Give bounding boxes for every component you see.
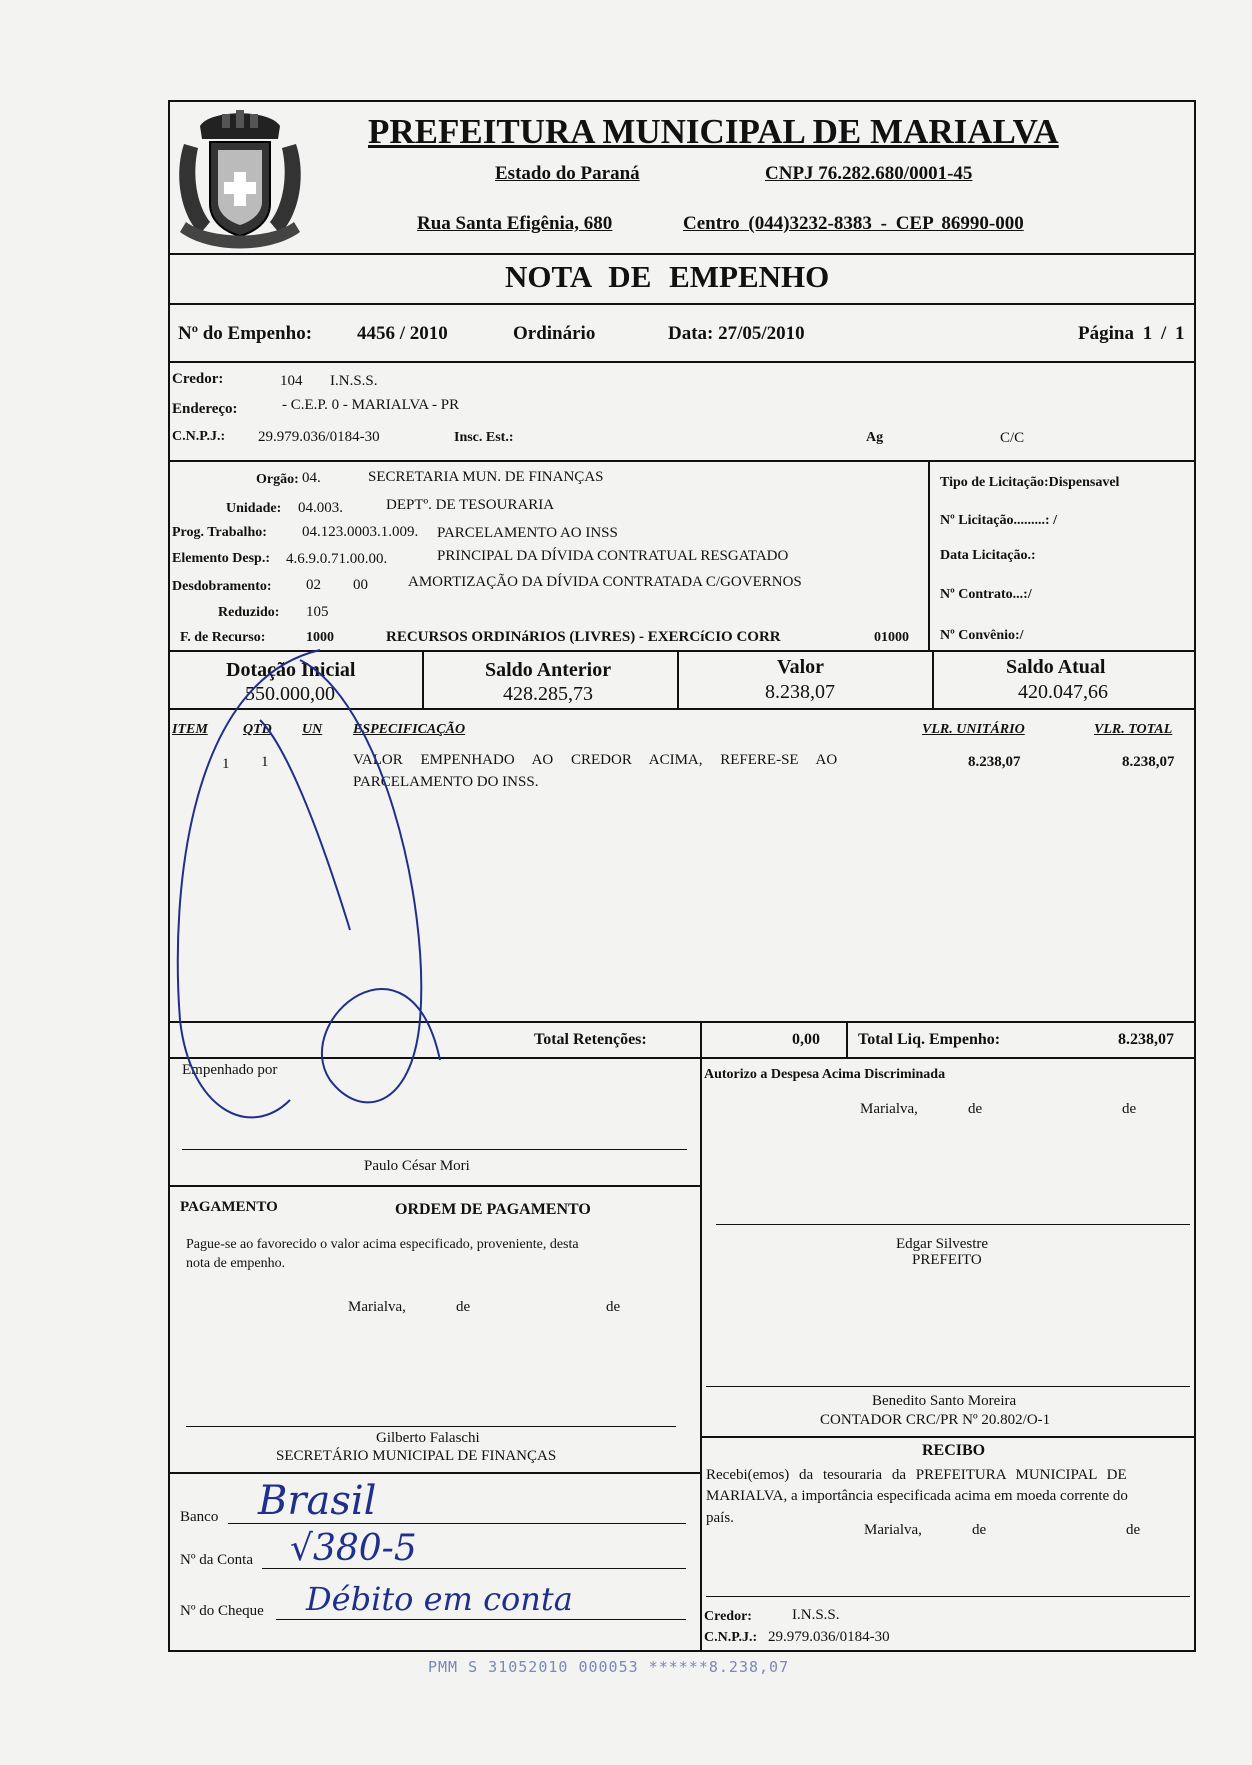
num-contrato: Nº Contrato...:/ xyxy=(940,587,1032,602)
valor-label: Valor xyxy=(777,656,825,678)
conta-handwritten: √380-5 xyxy=(290,1528,417,1569)
recibo-text-1: Recebi(emos) da tesouraria da PREFEITURA MUNICIPAL DE xyxy=(706,1467,1127,1483)
ag-label: Ag xyxy=(866,430,884,445)
recibo-cnpj-label: C.N.P.J.: xyxy=(704,1630,758,1645)
cnpj-label: CNPJ 76.282.680/0001-45 xyxy=(765,163,973,184)
page-title: PREFEITURA MUNICIPAL DE MARIALVA xyxy=(368,112,1059,151)
col-especificacao: ESPECIFICAÇÃO xyxy=(353,722,466,737)
date-de-2-left: de xyxy=(606,1299,621,1315)
mechanical-stamp: PMM S 31052010 000053 ******8.238,07 xyxy=(428,1658,790,1676)
num-licitacao: Nº Licitação.........: / xyxy=(940,513,1057,528)
prefeito-name: Edgar Silvestre xyxy=(896,1236,989,1252)
signer-2-role: SECRETÁRIO MUNICIPAL DE FINANÇAS xyxy=(276,1448,557,1464)
col-vlr-unitario: VLR. UNITÁRIO xyxy=(922,722,1025,737)
autorizo-label: Autorizo a Despesa Acima Discriminada xyxy=(704,1067,946,1082)
coat-of-arms-icon xyxy=(170,104,310,252)
fonte-num: 01000 xyxy=(874,630,909,645)
desdobramento-label: Desdobramento: xyxy=(172,579,272,594)
divider xyxy=(700,1436,1196,1438)
num-convenio: Nº Convênio:/ xyxy=(940,628,1024,643)
data-licitacao: Data Licitação.: xyxy=(940,548,1036,563)
divider xyxy=(700,1057,702,1652)
empenho-type: Ordinário xyxy=(513,323,596,344)
date-de-1-recibo: de xyxy=(972,1522,987,1538)
empenho-page: Página 1 / 1 xyxy=(1078,323,1185,344)
desdobramento-b: 00 xyxy=(353,577,368,593)
reduzido-label: Reduzido: xyxy=(218,605,280,620)
row-item: 1 xyxy=(222,756,230,772)
credor-code: 104 xyxy=(280,373,303,389)
fonte-label: F. de Recurso: xyxy=(180,630,266,645)
endereco-value: - C.E.P. 0 - MARIALVA - PR xyxy=(282,397,460,413)
saldo-anterior-label: Saldo Anterior xyxy=(485,659,612,681)
saldo-atual-value: 420.047,66 xyxy=(1018,681,1108,703)
ordem-pagamento-label: ORDEM DE PAGAMENTO xyxy=(395,1201,591,1218)
recibo-title: RECIBO xyxy=(922,1442,986,1459)
divider xyxy=(168,1472,700,1474)
signature-line xyxy=(182,1149,687,1150)
recibo-cnpj-value: 29.979.036/0184-30 xyxy=(768,1629,890,1645)
cnpj-label-credor: C.N.P.J.: xyxy=(172,429,226,444)
fonte-name: RECURSOS ORDINáRIOS (LIVRES) - EXERCíCIO CORR xyxy=(386,629,781,645)
divider xyxy=(700,1021,702,1059)
conta-label: Nº da Conta xyxy=(180,1552,253,1568)
row-qtd: 1 xyxy=(261,754,269,770)
saldo-atual-label: Saldo Atual xyxy=(1006,656,1106,678)
unidade-code: 04.003. xyxy=(298,500,343,516)
row-vlr-total: 8.238,07 xyxy=(1122,754,1175,770)
valor-value: 8.238,07 xyxy=(765,681,835,703)
date-de-2-right: de xyxy=(1122,1101,1137,1117)
contact-label: Centro (044)3232-8383 - CEP 86990-000 xyxy=(683,213,1024,234)
banco-label: Banco xyxy=(180,1509,219,1525)
credor-name: I.N.S.S. xyxy=(330,373,378,389)
credor-label: Credor: xyxy=(172,371,224,387)
banco-handwritten: Brasil xyxy=(258,1478,377,1524)
address-label: Rua Santa Efigênia, 680 xyxy=(417,213,613,234)
elemento-name: PRINCIPAL DA DÍVIDA CONTRATUAL RESGATADO xyxy=(437,548,789,564)
col-qtd: QTD xyxy=(243,722,272,737)
place-marialva-left: Marialva, xyxy=(348,1299,406,1315)
reduzido-value: 105 xyxy=(306,604,329,620)
recibo-credor-value: I.N.S.S. xyxy=(792,1607,840,1623)
prog-code: 04.123.0003.1.009. xyxy=(302,524,419,540)
endereco-label: Endereço: xyxy=(172,401,238,417)
pague-text-1: Pague-se ao favorecido o valor acima especificado, proveniente, desta xyxy=(186,1237,579,1252)
divider xyxy=(168,1185,700,1187)
saldo-anterior-value: 428.285,73 xyxy=(503,683,593,705)
tipo-licitacao: Tipo de Licitação:Dispensavel xyxy=(940,475,1120,490)
signature-line xyxy=(706,1596,1190,1597)
divider xyxy=(928,460,930,652)
pague-text-2: nota de empenho. xyxy=(186,1256,286,1271)
signature-line xyxy=(706,1386,1190,1387)
unidade-label: Unidade: xyxy=(226,501,282,516)
total-liq-label: Total Liq. Empenho: xyxy=(858,1031,1001,1048)
row-desc-2: PARCELAMENTO DO INSS. xyxy=(353,774,539,790)
empenho-num: 4456 / 2010 xyxy=(357,323,448,344)
divider xyxy=(932,650,934,710)
elemento-code: 4.6.9.0.71.00.00. xyxy=(286,551,388,567)
date-de-1-right: de xyxy=(968,1101,983,1117)
dotacao-inicial-label: Dotação Inicial xyxy=(226,659,356,681)
recibo-credor-label: Credor: xyxy=(704,1609,752,1624)
empenhado-por: Empenhado por xyxy=(182,1062,278,1078)
place-marialva-right: Marialva, xyxy=(860,1101,918,1117)
row-vlr-unitario: 8.238,07 xyxy=(968,754,1021,770)
unidade-name: DEPTº. DE TESOURARIA xyxy=(386,497,555,513)
cc-label: C/C xyxy=(1000,430,1025,446)
cheque-label: Nº do Cheque xyxy=(180,1603,264,1619)
total-retencoes-value: 0,00 xyxy=(792,1031,820,1048)
recibo-text-2: MARIALVA, a importância especificada acima em moeda corrente do xyxy=(706,1488,1128,1504)
cnpj-value-credor: 29.979.036/0184-30 xyxy=(258,429,380,445)
prefeito-role: PREFEITO xyxy=(912,1252,982,1268)
orgao-code: 04. xyxy=(302,470,321,486)
col-item: ITEM xyxy=(172,722,208,737)
row-desc-1: VALOR EMPENHADO AO CREDOR ACIMA, REFERE-SE AO xyxy=(353,752,838,768)
place-marialva-recibo: Marialva, xyxy=(864,1522,922,1538)
date-de-2-recibo: de xyxy=(1126,1522,1141,1538)
contador-name: Benedito Santo Moreira xyxy=(872,1393,1017,1409)
signature-line xyxy=(186,1426,676,1427)
dotacao-inicial-value: 550.000,00 xyxy=(245,683,335,705)
desdobramento-name: AMORTIZAÇÃO DA DÍVIDA CONTRATADA C/GOVERNOS xyxy=(408,574,802,590)
prog-name: PARCELAMENTO AO INSS xyxy=(437,525,618,541)
fonte-code: 1000 xyxy=(306,630,334,645)
prog-label: Prog. Trabalho: xyxy=(172,525,267,540)
recibo-text-3: país. xyxy=(706,1510,734,1526)
empenho-date: Data: 27/05/2010 xyxy=(668,323,805,344)
state-label: Estado do Paraná xyxy=(495,163,640,184)
contador-role: CONTADOR CRC/PR Nº 20.802/O-1 xyxy=(820,1412,1051,1428)
empenho-num-label: Nº do Empenho: xyxy=(178,323,313,344)
elemento-label: Elemento Desp.: xyxy=(172,551,270,566)
total-liq-value: 8.238,07 xyxy=(1118,1031,1174,1048)
handwritten-loop-mark xyxy=(150,640,470,1140)
signer-1-name: Paulo César Mori xyxy=(364,1158,470,1174)
orgao-label: Orgão: xyxy=(256,472,299,487)
cheque-line xyxy=(276,1619,686,1620)
insc-label: Insc. Est.: xyxy=(454,430,514,445)
orgao-name: SECRETARIA MUN. DE FINANÇAS xyxy=(368,469,604,485)
date-de-1-left: de xyxy=(456,1299,471,1315)
cheque-handwritten: Débito em conta xyxy=(306,1580,573,1618)
doc-title: NOTA DE EMPENHO xyxy=(505,259,830,294)
col-un: UN xyxy=(302,722,323,737)
desdobramento-a: 02 xyxy=(306,577,321,593)
total-retencoes-label: Total Retenções: xyxy=(534,1031,647,1048)
divider xyxy=(846,1021,848,1059)
col-vlr-total: VLR. TOTAL xyxy=(1094,722,1173,737)
pagamento-label: PAGAMENTO xyxy=(180,1199,278,1215)
divider xyxy=(677,650,679,710)
signature-line xyxy=(716,1224,1190,1225)
signer-2-name: Gilberto Falaschi xyxy=(376,1430,480,1446)
